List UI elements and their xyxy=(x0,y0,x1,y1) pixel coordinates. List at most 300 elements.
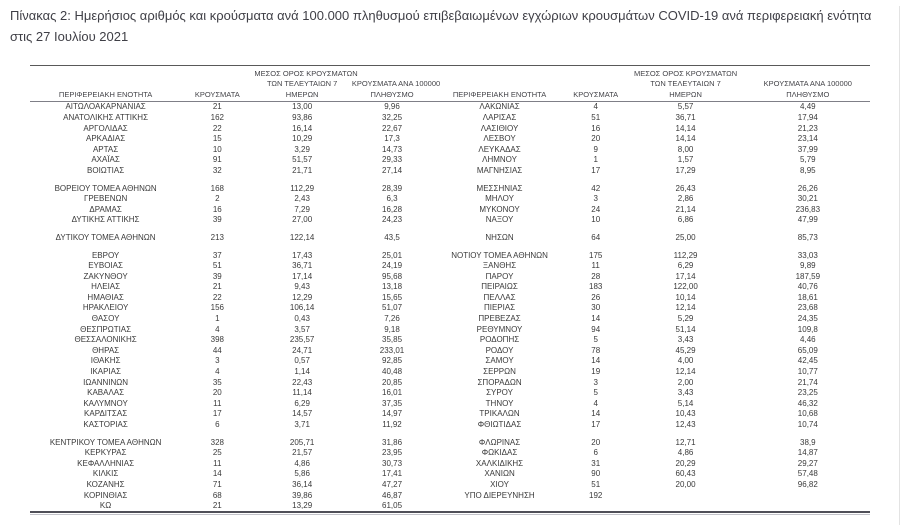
avg7-cell: 112,29 xyxy=(290,183,315,193)
region-name-cell: ΠΕΛΛΑΣ xyxy=(483,292,516,302)
cases-cell: 21 xyxy=(212,282,222,292)
table-row xyxy=(30,166,870,177)
header-avg7-right-line1: ΜΕΣΟΣ ΟΡΟΣ ΚΡΟΥΣΜΑΤΩΝ xyxy=(633,68,738,78)
cases-cell: 14 xyxy=(212,469,222,479)
cases-cell: 20 xyxy=(591,437,601,447)
avg7-cell: 60,43 xyxy=(675,469,696,479)
avg7-cell: 205,71 xyxy=(289,437,315,447)
table-row xyxy=(30,420,870,431)
table-row xyxy=(30,367,870,378)
cases-cell: 175 xyxy=(589,250,603,260)
cases-cell: 9 xyxy=(593,144,598,154)
cases-cell: 68 xyxy=(212,490,222,500)
cases-cell: 22 xyxy=(212,292,222,302)
region-name-cell: ΠΕΙΡΑΙΩΣ xyxy=(481,282,518,292)
region-name-cell: ΚΕΦΑΛΛΗΝΙΑΣ xyxy=(77,458,135,468)
cases-cell: 398 xyxy=(210,335,224,345)
cases-cell: 14 xyxy=(591,409,601,419)
region-name-cell: ΝΑΞΟΥ xyxy=(485,215,514,225)
cases-cell: 3 xyxy=(593,377,598,387)
header-cases-right xyxy=(566,65,626,102)
cases-cell: 2 xyxy=(215,194,220,204)
header-per100k-left-line2: ΠΛΗΘΥΣΜΟ xyxy=(370,89,414,99)
avg7-cell: 5,57 xyxy=(677,102,694,112)
avg7-cell: 17,14 xyxy=(292,271,313,281)
header-per100k-right xyxy=(746,65,870,102)
cases-cell: 3 xyxy=(215,356,220,366)
per100k-cell: 17,94 xyxy=(797,112,818,122)
cases-cell: 1 xyxy=(593,155,598,165)
region-name-cell: ΚΕΡΚΥΡΑΣ xyxy=(84,448,127,458)
table-row xyxy=(30,409,870,420)
header-avg7-right-line3: ΗΜΕΡΩΝ xyxy=(669,89,702,99)
cases-cell: 51 xyxy=(212,261,222,271)
table-row xyxy=(30,346,870,357)
per100k-cell: 7,26 xyxy=(384,314,400,324)
region-name-cell: ΙΩΑΝΝΙΝΩΝ xyxy=(83,377,129,387)
cases-cell: 25 xyxy=(212,448,222,458)
per100k-cell xyxy=(746,490,870,501)
avg7-cell: 20,29 xyxy=(675,458,696,468)
per100k-cell: 236,83 xyxy=(795,204,821,214)
region-name-cell: ΒΟΡΕΙΟΥ ΤΟΜΕΑ ΑΘΗΝΩΝ xyxy=(54,183,157,193)
cases-cell: 213 xyxy=(210,232,224,242)
avg7-cell: 3,29 xyxy=(294,144,310,154)
per100k-cell: 35,85 xyxy=(382,335,403,345)
avg7-cell: 6,29 xyxy=(294,398,310,408)
region-name-cell: ΑΙΤΩΛΟΑΚΑΡΝΑΝΙΑΣ xyxy=(65,102,146,112)
avg7-cell: 14,57 xyxy=(292,409,313,419)
per100k-cell: 24,19 xyxy=(382,261,403,271)
region-name-cell: ΘΕΣΠΡΩΤΙΑΣ xyxy=(80,324,132,334)
avg7-cell: 122,14 xyxy=(289,232,315,242)
header-avg7-left-line1: ΜΕΣΟΣ ΟΡΟΣ ΚΡΟΥΣΜΑΤΩΝ xyxy=(254,68,358,78)
per100k-cell: 25,01 xyxy=(382,250,403,260)
cases-cell: 11 xyxy=(213,398,222,408)
region-name-cell: ΔΥΤΙΚΟΥ ΤΟΜΕΑ ΑΘΗΝΩΝ xyxy=(55,232,156,242)
cases-cell: 16 xyxy=(212,204,222,214)
avg7-cell: 27,00 xyxy=(292,215,313,225)
table-row xyxy=(30,123,870,134)
avg7-cell: 112,29 xyxy=(673,250,698,260)
per100k-cell: 4,46 xyxy=(800,335,816,345)
region-name-cell: ΜΑΓΝΗΣΙΑΣ xyxy=(476,165,523,175)
cases-cell: 6 xyxy=(215,420,220,430)
region-name-cell: ΜΗΛΟΥ xyxy=(485,194,514,204)
per100k-cell: 27,14 xyxy=(382,165,403,175)
header-per100k-right-line2: ΠΛΗΘΥΣΜΟ xyxy=(786,89,830,99)
table-body xyxy=(30,102,870,513)
cases-cell: 5 xyxy=(593,388,598,398)
cases-cell: 90 xyxy=(591,469,601,479)
per100k-cell: 92,85 xyxy=(382,356,403,366)
avg7-cell: 6,86 xyxy=(677,215,694,225)
region-name-cell: ΚΙΛΚΙΣ xyxy=(92,469,119,479)
per100k-cell: 18,61 xyxy=(797,292,818,302)
region-name-cell: ΗΜΑΘΙΑΣ xyxy=(87,292,124,302)
cases-cell: 192 xyxy=(589,490,603,500)
table-row xyxy=(30,490,870,501)
table-row xyxy=(30,356,870,367)
avg7-cell: 0,43 xyxy=(294,314,310,324)
table-row xyxy=(30,501,870,513)
avg7-cell: 2,86 xyxy=(677,194,694,204)
region-name-cell: ΗΡΑΚΛΕΙΟΥ xyxy=(82,303,129,313)
table-row xyxy=(30,194,870,205)
per100k-cell: 30,73 xyxy=(382,458,403,468)
region-name-cell: ΥΠΟ ΔΙΕΡΕΥΝΗΣΗ xyxy=(464,490,535,500)
cases-cell: 10 xyxy=(591,215,601,225)
cases-cell: 35 xyxy=(212,377,222,387)
cases-cell: 51 xyxy=(591,479,601,489)
cases-cell: 156 xyxy=(210,303,224,313)
per100k-cell: 9,89 xyxy=(800,261,816,271)
per100k-cell: 4,49 xyxy=(800,102,816,112)
table-row xyxy=(30,282,870,293)
region-name-cell: ΚΑΛΥΜΝΟΥ xyxy=(83,398,128,408)
per100k-cell: 15,65 xyxy=(382,292,403,302)
header-avg7-right xyxy=(626,65,746,102)
per100k-cell: 16,01 xyxy=(382,388,403,398)
per100k-cell: 95,68 xyxy=(382,271,403,281)
region-name-cell: ΕΒΡΟΥ xyxy=(91,250,120,260)
avg7-cell: 17,29 xyxy=(675,165,696,175)
per100k-cell xyxy=(746,501,870,513)
table-row xyxy=(30,314,870,325)
per100k-cell: 46,87 xyxy=(382,490,403,500)
region-name-cell: ΚΟΖΑΝΗΣ xyxy=(86,479,125,489)
region-name-cell: ΦΘΙΩΤΙΔΑΣ xyxy=(477,420,522,430)
section-gap-cell xyxy=(30,243,870,250)
per100k-cell: 8,95 xyxy=(800,165,816,175)
per100k-cell: 11,92 xyxy=(382,420,402,430)
header-region-right xyxy=(433,65,566,102)
cases-cell: 183 xyxy=(589,282,603,292)
region-name-cell: ΣΕΡΡΩΝ xyxy=(483,367,516,377)
cases-cell: 42 xyxy=(591,183,601,193)
per100k-cell: 16,28 xyxy=(382,204,403,214)
per100k-cell: 33,03 xyxy=(797,250,818,260)
per100k-cell: 37,99 xyxy=(797,144,818,154)
report-page xyxy=(0,6,900,525)
avg7-cell: 0,57 xyxy=(294,356,310,366)
per100k-cell: 10,74 xyxy=(797,420,818,430)
cases-cell: 1 xyxy=(215,314,220,324)
section-gap xyxy=(30,176,870,183)
region-name-cell: ΑΡΤΑΣ xyxy=(92,144,119,154)
avg7-cell: 14,14 xyxy=(675,134,696,144)
region-name-cell: ΠΑΡΟΥ xyxy=(485,271,514,281)
region-name-cell: ΛΕΥΚΑΔΑΣ xyxy=(478,144,521,154)
cases-cell: 6 xyxy=(593,448,598,458)
avg7-cell: 21,71 xyxy=(292,165,313,175)
cases-cell: 162 xyxy=(210,112,224,122)
header-region-left-label: ΠΕΡΙΦΕΡΕΙΑΚΗ ΕΝΟΤΗΤΑ xyxy=(58,89,153,99)
avg7-cell: 93,86 xyxy=(292,112,313,122)
avg7-cell: 122,00 xyxy=(673,282,698,292)
region-name-cell: ΚΑΒΑΛΑΣ xyxy=(87,388,125,398)
per100k-cell: 14,97 xyxy=(382,409,403,419)
table-row xyxy=(30,204,870,215)
per100k-cell: 21,23 xyxy=(797,123,818,133)
per100k-cell: 9,96 xyxy=(384,102,400,112)
cases-cell: 24 xyxy=(591,204,601,214)
avg7-cell: 3,71 xyxy=(294,420,310,430)
avg7-cell: 4,86 xyxy=(294,458,310,468)
region-name-cell: ΦΩΚΙΔΑΣ xyxy=(481,448,518,458)
avg7-cell: 4,00 xyxy=(677,356,694,366)
region-name-cell: ΛΗΜΝΟΥ xyxy=(482,155,517,165)
cases-cell: 17 xyxy=(591,420,601,430)
table-row xyxy=(30,399,870,410)
region-name-cell: ΙΚΑΡΙΑΣ xyxy=(90,367,121,377)
region-name-cell: ΤΗΝΟΥ xyxy=(485,398,514,408)
avg7-cell: 21,57 xyxy=(292,448,313,458)
region-name-cell: ΤΡΙΚΑΛΩΝ xyxy=(479,409,520,419)
cases-cell: 32 xyxy=(212,165,222,175)
per100k-cell: 24,23 xyxy=(382,215,403,225)
per100k-cell: 23,25 xyxy=(797,388,818,398)
per100k-cell: 187,59 xyxy=(795,271,821,281)
cases-cell: 4 xyxy=(215,367,220,377)
avg7-cell: 3,43 xyxy=(677,335,694,345)
per100k-cell: 37,35 xyxy=(382,398,403,408)
table-row xyxy=(30,388,870,399)
avg7-cell: 13,00 xyxy=(292,102,313,112)
cases-cell: 30 xyxy=(591,303,601,313)
cases-cell: 16 xyxy=(591,123,601,133)
avg7-cell: 14,14 xyxy=(675,123,696,133)
region-name-cell: ΘΑΣΟΥ xyxy=(91,314,120,324)
region-name-cell: ΠΙΕΡΙΑΣ xyxy=(483,303,516,313)
per100k-cell: 10,68 xyxy=(797,409,818,419)
table-row xyxy=(30,155,870,166)
avg7-cell: 21,14 xyxy=(675,204,696,214)
cases-cell: 328 xyxy=(210,437,224,447)
avg7-cell: 51,14 xyxy=(675,324,696,334)
avg7-cell: 26,43 xyxy=(675,183,696,193)
region-name-cell: ΘΕΣΣΑΛΟΝΙΚΗΣ xyxy=(74,335,137,345)
cases-cell: 64 xyxy=(591,232,601,242)
per100k-cell: 21,74 xyxy=(797,377,818,387)
cases-cell: 28 xyxy=(591,271,601,281)
region-name-cell: ΛΕΣΒΟΥ xyxy=(483,134,516,144)
avg7-cell: 36,71 xyxy=(292,261,313,271)
per100k-cell: 17,3 xyxy=(384,134,400,144)
cases-cell xyxy=(566,501,626,513)
region-name-cell: ΚΕΝΤΡΙΚΟΥ ΤΟΜΕΑ ΑΘΗΝΩΝ xyxy=(49,437,162,447)
region-name-cell: ΣΑΜΟΥ xyxy=(485,356,514,366)
per100k-cell: 96,82 xyxy=(797,479,818,489)
cases-cell: 15 xyxy=(212,134,222,144)
header-per100k-left xyxy=(351,65,441,102)
cases-cell: 94 xyxy=(591,324,601,334)
region-name-cell: ΛΑΣΙΘΙΟΥ xyxy=(480,123,519,133)
avg7-cell: 17,43 xyxy=(292,250,313,260)
region-name-cell: ΡΟΔΟΥ xyxy=(485,345,514,355)
per100k-cell: 23,68 xyxy=(797,303,818,313)
region-name-cell: ΚΑΡΔΙΤΣΑΣ xyxy=(84,409,128,419)
table-row xyxy=(30,183,870,194)
avg7-cell: 12,14 xyxy=(675,367,696,377)
region-name-cell: ΕΥΒΟΙΑΣ xyxy=(88,261,123,271)
per100k-cell: 109,8 xyxy=(797,324,818,334)
cases-cell: 14 xyxy=(591,356,601,366)
cases-cell: 3 xyxy=(593,194,598,204)
region-name-cell: ΣΥΡΟΥ xyxy=(486,388,513,398)
cases-cell: 20 xyxy=(591,134,601,144)
section-gap xyxy=(30,226,870,233)
per100k-cell: 38,9 xyxy=(800,437,816,447)
cases-cell: 20 xyxy=(212,388,222,398)
per100k-cell: 31,86 xyxy=(382,437,403,447)
region-name-cell: ΗΛΕΙΑΣ xyxy=(91,282,121,292)
cases-cell: 19 xyxy=(591,367,601,377)
cases-cell: 51 xyxy=(591,112,601,122)
region-name-cell: ΑΡΚΑΔΙΑΣ xyxy=(85,134,126,144)
avg7-cell: 13,29 xyxy=(292,501,313,511)
header-avg7-right-line2: ΤΩΝ ΤΕΛΕΥΤΑΙΩΝ 7 xyxy=(650,79,721,89)
region-name-cell: ΒΟΙΩΤΙΑΣ xyxy=(87,165,125,175)
region-name-cell: ΖΑΚΥΝΘΟΥ xyxy=(83,271,128,281)
header-avg7-left-line2: ΤΩΝ ΤΕΛΕΥΤΑΙΩΝ 7 xyxy=(266,79,338,89)
cases-cell: 4 xyxy=(593,398,598,408)
region-name-cell: ΝΗΣΩΝ xyxy=(485,232,514,242)
region-name-cell: ΞΑΝΘΗΣ xyxy=(482,261,517,271)
table-row xyxy=(30,261,870,272)
avg7-cell: 1,57 xyxy=(677,155,694,165)
avg7-cell: 5,29 xyxy=(677,314,694,324)
region-name-cell: ΧΑΛΚΙΔΙΚΗΣ xyxy=(475,458,524,468)
per100k-cell: 29,33 xyxy=(382,155,403,165)
per100k-cell: 46,32 xyxy=(797,398,818,408)
table-row xyxy=(30,437,870,448)
per100k-cell: 14,87 xyxy=(797,448,818,458)
avg7-cell: 5,86 xyxy=(294,469,310,479)
cases-cell: 26 xyxy=(591,292,601,302)
table-row xyxy=(30,134,870,145)
region-name-cell: ΜΕΣΣΗΝΙΑΣ xyxy=(476,183,523,193)
avg7-cell: 1,14 xyxy=(294,367,310,377)
avg7-cell: 10,14 xyxy=(675,292,696,302)
region-name-cell: ΓΡΕΒΕΝΩΝ xyxy=(83,194,128,204)
avg7-cell: 36,71 xyxy=(675,112,696,122)
per100k-cell: 23,14 xyxy=(797,134,818,144)
header-cases-left xyxy=(181,65,253,102)
region-name-cell: ΚΟΡΙΝΘΙΑΣ xyxy=(83,490,128,500)
per100k-cell: 14,73 xyxy=(382,144,403,154)
table-row xyxy=(30,448,870,459)
region-name-cell: ΚΑΣΤΟΡΙΑΣ xyxy=(83,420,128,430)
cases-cell: 37 xyxy=(212,250,222,260)
header-per100k-right-line1: ΚΡΟΥΣΜΑΤΑ ΑΝΑ 100000 xyxy=(763,79,852,89)
table-row xyxy=(30,144,870,155)
per100k-cell: 42,45 xyxy=(797,356,818,366)
table-row xyxy=(30,480,870,491)
per100k-cell: 61,05 xyxy=(382,501,403,511)
header-row xyxy=(30,65,870,102)
avg7-cell: 10,29 xyxy=(292,134,313,144)
covid-table-wrap xyxy=(30,65,870,516)
cases-cell: 4 xyxy=(593,102,598,112)
per100k-cell: 29,27 xyxy=(797,458,818,468)
region-name-cell: ΔΥΤΙΚΗΣ ΑΤΤΙΚΗΣ xyxy=(71,215,140,225)
region-name-cell: ΛΑΡΙΣΑΣ xyxy=(482,112,517,122)
header-region-left xyxy=(30,65,181,102)
avg7-cell xyxy=(626,490,746,501)
avg7-cell: 24,71 xyxy=(292,345,313,355)
avg7-cell: 235,57 xyxy=(289,335,315,345)
table-row xyxy=(30,113,870,124)
avg7-cell: 4,86 xyxy=(677,448,694,458)
table-row xyxy=(30,271,870,282)
avg7-cell: 7,29 xyxy=(294,204,310,214)
per100k-cell: 32,25 xyxy=(382,112,403,122)
region-name-cell: ΚΩ xyxy=(99,501,112,511)
cases-cell: 39 xyxy=(212,271,222,281)
region-name-cell: ΑΡΓΟΛΙΔΑΣ xyxy=(83,123,128,133)
avg7-cell: 12,43 xyxy=(675,420,696,430)
avg7-cell: 3,43 xyxy=(677,388,694,398)
cases-cell: 17 xyxy=(591,165,601,175)
per100k-cell: 5,79 xyxy=(800,155,816,165)
avg7-cell: 2,00 xyxy=(677,377,694,387)
region-name-cell xyxy=(433,501,566,513)
cases-cell: 21 xyxy=(212,102,222,112)
cases-cell: 44 xyxy=(212,345,222,355)
region-name-cell: ΜΥΚΟΝΟΥ xyxy=(479,204,520,214)
region-name-cell: ΑΧΑΪΑΣ xyxy=(91,155,120,165)
region-name-cell: ΧΙΟΥ xyxy=(490,479,509,489)
per100k-cell: 85,73 xyxy=(797,232,818,242)
table-row xyxy=(30,233,870,244)
region-name-cell: ΝΟΤΙΟΥ ΤΟΜΕΑ ΑΘΗΝΩΝ xyxy=(451,250,548,260)
table-row xyxy=(30,303,870,314)
header-per100k-left-line1: ΚΡΟΥΣΜΑΤΑ ΑΝΑ 100000 xyxy=(351,79,441,89)
avg7-cell: 36,14 xyxy=(292,479,313,489)
avg7-cell: 51,57 xyxy=(292,155,313,165)
avg7-cell: 10,43 xyxy=(675,409,696,419)
region-name-cell: ΘΗΡΑΣ xyxy=(92,345,120,355)
region-name-cell: ΑΝΑΤΟΛΙΚΗΣ ΑΤΤΙΚΗΣ xyxy=(63,112,149,122)
avg7-cell: 106,14 xyxy=(289,303,315,313)
avg7-cell: 39,86 xyxy=(292,490,313,500)
cases-cell: 17 xyxy=(212,409,222,419)
avg7-cell: 2,43 xyxy=(294,194,310,204)
section-gap xyxy=(30,430,870,437)
header-cases-right-label: ΚΡΟΥΣΜΑΤΑ xyxy=(573,89,619,99)
section-gap xyxy=(30,243,870,250)
avg7-cell: 6,29 xyxy=(677,261,694,271)
avg7-cell: 45,29 xyxy=(675,345,696,355)
avg7-cell: 3,57 xyxy=(294,324,310,334)
per100k-cell: 30,21 xyxy=(797,194,818,204)
per100k-cell: 6,3 xyxy=(386,194,398,204)
region-name-cell: ΠΡΕΒΕΖΑΣ xyxy=(478,314,521,324)
table-row xyxy=(30,293,870,304)
cases-cell: 31 xyxy=(591,458,601,468)
per100k-cell: 23,95 xyxy=(382,448,403,458)
region-name-cell: ΙΘΑΚΗΣ xyxy=(90,356,121,366)
per100k-cell: 17,41 xyxy=(382,469,403,479)
header-avg7-left xyxy=(253,65,358,102)
avg7-cell xyxy=(626,501,746,513)
per100k-cell: 10,77 xyxy=(797,367,818,377)
cases-cell: 91 xyxy=(212,155,222,165)
cases-cell: 71 xyxy=(212,479,222,489)
avg7-cell: 20,00 xyxy=(675,479,696,489)
cases-cell: 11 xyxy=(591,261,600,271)
